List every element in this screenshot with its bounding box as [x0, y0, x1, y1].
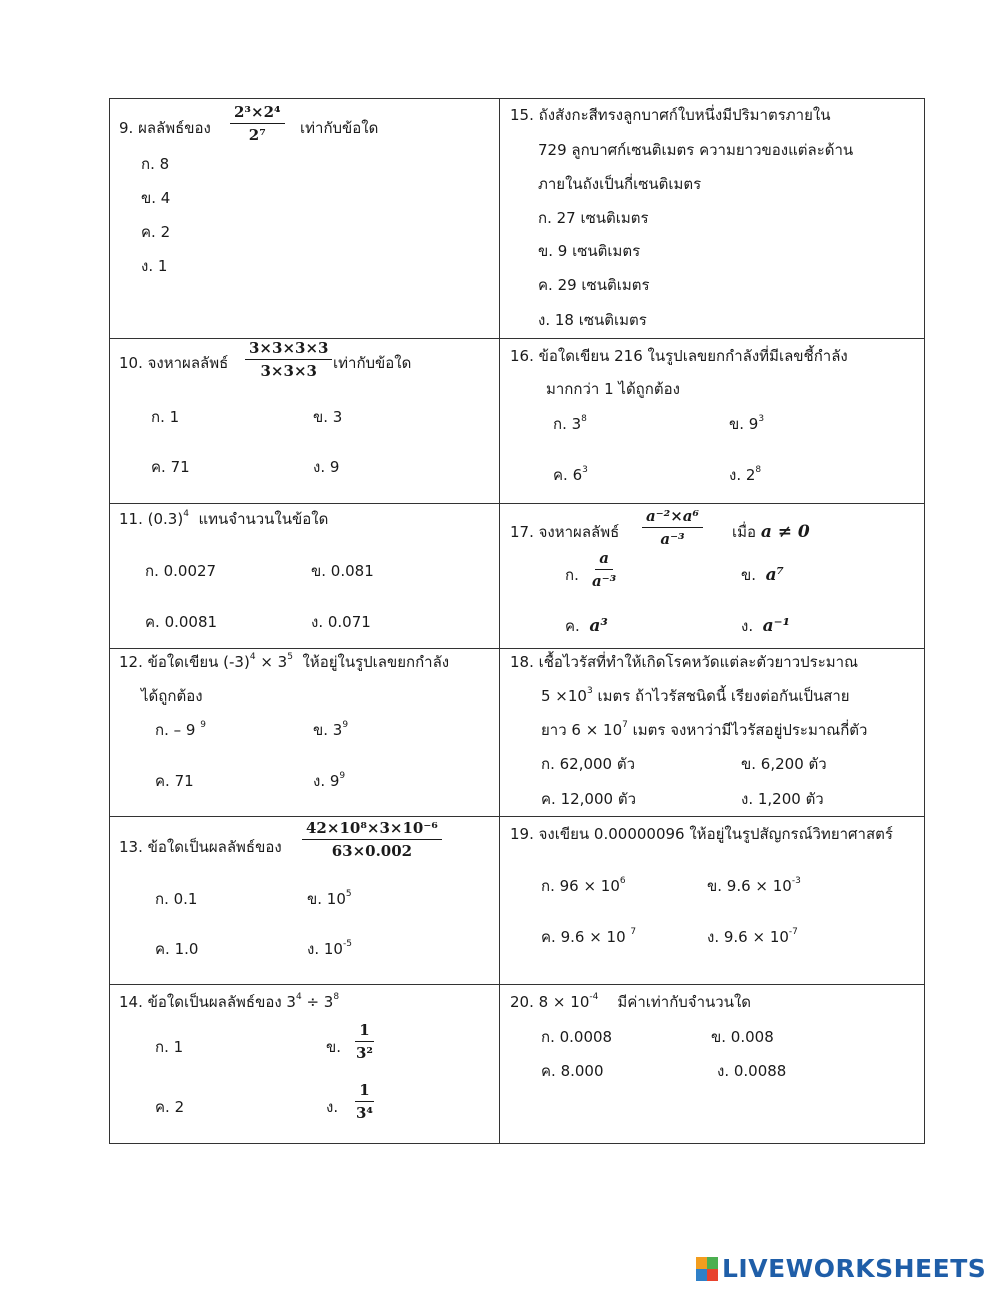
choice-value: a⁻¹ — [762, 616, 791, 636]
question-text: ภายในถังเป็นกี่เซนติเมตร — [538, 175, 702, 193]
choice-a[interactable] — [553, 414, 587, 434]
choice-d[interactable]: ง. 1 — [141, 257, 168, 275]
exponent: 4 — [295, 992, 302, 1002]
question-suffix: เท่ากับข้อใด — [300, 119, 379, 137]
choice-d[interactable] — [707, 927, 798, 947]
choice-d[interactable] — [741, 616, 790, 636]
choice-b[interactable]: ข. 3 — [313, 408, 343, 426]
question-label: 17. จงหาผลลัพธ์ — [510, 523, 620, 541]
exponent: 4 — [183, 509, 189, 519]
question-text — [541, 720, 867, 740]
choice-c[interactable]: ค. 1.0 — [155, 940, 199, 958]
choice-base: ง. 9.6 × 10 — [707, 928, 789, 946]
choice-c[interactable]: ค. 71 — [151, 458, 190, 476]
choice-d[interactable] — [729, 465, 761, 485]
choice-d[interactable]: ง. 18 เซนติเมตร — [538, 311, 647, 329]
choice-value: a³ — [589, 616, 608, 636]
choice-b-fraction[interactable] — [352, 1021, 377, 1062]
choice-base: ก. 3 — [553, 415, 582, 433]
question-text — [510, 992, 751, 1012]
choice-b[interactable] — [313, 720, 348, 740]
question-part: ให้อยู่ในรูปเลขยกกำลัง — [302, 653, 450, 671]
question-part: 12. ข้อใดเขียน (-3) — [119, 653, 250, 671]
choice-d[interactable]: ง. 9 — [313, 458, 340, 476]
choice-d[interactable] — [307, 939, 352, 959]
numerator: a⁻²×a⁶ — [642, 507, 703, 528]
question-part: 14. ข้อใดเป็นผลลัพธ์ของ 3 — [119, 993, 296, 1011]
choice-a-fraction[interactable] — [588, 549, 620, 590]
denominator: a⁻³ — [592, 572, 617, 590]
choice-d-fraction[interactable] — [352, 1081, 377, 1122]
exponent: 3 — [586, 686, 593, 696]
exponent: 7 — [630, 927, 637, 937]
choice-a[interactable]: ก. 0.0027 — [145, 562, 217, 580]
denominator: 3×3×3 — [260, 362, 317, 380]
question-label: 10. จงหาผลลัพธ์ — [119, 354, 229, 372]
question-text: มากกว่า 1 ได้ถูกต้อง — [546, 380, 680, 398]
denominator: 3² — [356, 1044, 374, 1062]
liveworksheets-logo — [696, 1254, 986, 1283]
question-suffix: แทนจำนวนในข้อใด — [198, 510, 329, 528]
choice-c[interactable]: ค. 2 — [141, 223, 171, 241]
question-label: 9. ผลลัพธ์ของ — [119, 119, 211, 137]
question-text — [119, 509, 328, 529]
exponent: 4 — [249, 652, 256, 662]
exponent: 8 — [333, 992, 340, 1002]
numerator: 1 — [355, 1081, 373, 1102]
choice-a-label[interactable]: ก. — [565, 566, 579, 584]
denominator: 63×0.002 — [331, 842, 413, 860]
choice-value: a⁷ — [765, 565, 785, 585]
choice-b[interactable] — [741, 565, 784, 585]
fraction — [230, 103, 285, 144]
row-divider — [110, 984, 924, 985]
choice-a[interactable]: ก. 27 เซนติเมตร — [538, 209, 649, 227]
question-part: × 3 — [255, 653, 288, 671]
choice-base: ง. 9 — [313, 772, 340, 790]
choice-b[interactable]: ข. 6,200 ตัว — [741, 755, 827, 773]
question-base: 11. (0.3) — [119, 510, 184, 528]
question-text: 729 ลูกบาศก์เซนติเมตร ความยาวของแต่ละด้าน — [538, 141, 854, 159]
denominator: a⁻³ — [660, 530, 685, 548]
condition-prefix: เมื่อ — [732, 523, 757, 541]
choice-base: ข. 10 — [307, 890, 346, 908]
choice-d[interactable]: ง. 1,200 ตัว — [741, 790, 824, 808]
choice-a[interactable]: ก. 0.1 — [155, 890, 198, 908]
choice-base: ง. 10 — [307, 940, 343, 958]
exponent: -5 — [342, 939, 352, 949]
question-part: เมตร ถ้าไวรัสชนิดนี้ เรียงต่อกันเป็นสาย — [592, 687, 850, 705]
question-text: 19. จงเขียน 0.00000096 ให้อยู่ในรูปสัญกรณ์วิทยาศาสตร์ — [510, 825, 893, 843]
worksheet-table — [109, 98, 925, 1144]
row-divider — [110, 503, 924, 504]
choice-base: ค. 6 — [553, 466, 583, 484]
choice-label: ง. — [741, 617, 754, 635]
exponent: 8 — [581, 414, 587, 424]
exponent: 9 — [339, 771, 346, 781]
question-part: ÷ 3 — [301, 993, 334, 1011]
choice-base: ง. 2 — [729, 466, 756, 484]
choice-b[interactable]: ข. 9 เซนติเมตร — [538, 242, 641, 260]
choice-d[interactable]: ง. 0.071 — [311, 613, 371, 631]
condition-expr: a ≠ 0 — [760, 522, 810, 542]
exponent: -7 — [788, 927, 798, 937]
question-text: ได้ถูกต้อง — [141, 687, 203, 705]
choice-c[interactable]: ค. 2 — [155, 1098, 185, 1116]
choice-a[interactable]: ก. 1 — [151, 408, 180, 426]
choice-c[interactable]: ค. 0.0081 — [145, 613, 218, 631]
question-part: ยาว 6 × 10 — [541, 721, 623, 739]
exponent: -4 — [589, 992, 599, 1002]
logo-text: LIVEWORKSHEETS — [722, 1254, 987, 1283]
exponent: 8 — [755, 465, 762, 475]
numerator: 2³×2⁴ — [230, 103, 285, 124]
exponent: 3 — [758, 414, 765, 424]
choice-b[interactable] — [707, 876, 801, 896]
numerator: a — [595, 549, 613, 570]
exponent: -3 — [791, 876, 801, 886]
exponent: 5 — [287, 652, 293, 662]
choice-base: ข. 9.6 × 10 — [707, 877, 792, 895]
row-divider — [110, 338, 924, 339]
choice-a[interactable]: ก. 8 — [141, 155, 170, 173]
numerator: 3×3×3×3 — [245, 339, 332, 360]
choice-b[interactable] — [729, 414, 764, 434]
choice-base: ก. 96 × 10 — [541, 877, 620, 895]
numerator: 1 — [355, 1021, 373, 1042]
choice-d[interactable] — [313, 771, 345, 791]
exponent: 5 — [345, 889, 352, 899]
question-text: 16. ข้อใดเขียน 216 ในรูปเลขยกกำลังที่มีเลขชี้กำลัง — [510, 347, 848, 365]
exponent: 3 — [582, 465, 588, 475]
choice-a[interactable]: ก. 0.0008 — [541, 1028, 613, 1046]
question-part: มีค่าเท่ากับจำนวนใด — [617, 993, 752, 1011]
exponent: 7 — [622, 720, 628, 730]
exponent: 9 — [342, 720, 349, 730]
choice-d[interactable]: ง. 0.0088 — [717, 1062, 787, 1080]
choice-c[interactable]: ค. 29 เซนติเมตร — [538, 276, 650, 294]
exponent: 9 — [200, 720, 206, 730]
column-divider — [499, 99, 500, 1143]
choice-b[interactable]: ข. 0.008 — [711, 1028, 774, 1046]
row-divider — [110, 648, 924, 649]
choice-a[interactable] — [541, 876, 626, 896]
condition — [732, 522, 810, 542]
logo-icon — [696, 1257, 718, 1281]
choice-c[interactable]: ค. 71 — [155, 772, 194, 790]
choice-b-label[interactable]: ข. — [326, 1038, 342, 1056]
choice-a[interactable]: ก. 62,000 ตัว — [541, 755, 636, 773]
choice-base: ข. 3 — [313, 721, 343, 739]
choice-a[interactable]: ก. 1 — [155, 1038, 184, 1056]
row-divider — [110, 816, 924, 817]
question-text — [119, 992, 339, 1012]
choice-c[interactable]: ค. 8.000 — [541, 1062, 604, 1080]
question-text — [541, 686, 850, 706]
question-part: 5 ×10 — [541, 687, 587, 705]
exponent: 6 — [619, 876, 626, 886]
choice-c[interactable] — [541, 927, 636, 947]
choice-c[interactable] — [553, 465, 588, 485]
choice-b[interactable]: ข. 0.081 — [311, 562, 374, 580]
choice-c[interactable] — [565, 616, 608, 636]
choice-c[interactable]: ค. 12,000 ตัว — [541, 790, 636, 808]
choice-d-label[interactable]: ง. — [326, 1098, 339, 1116]
question-part: เมตร จงหาว่ามีไวรัสอยู่ประมาณกี่ตัว — [627, 721, 868, 739]
fraction — [302, 819, 442, 860]
question-label: 13. ข้อใดเป็นผลลัพธ์ของ — [119, 838, 282, 856]
choice-base: ค. 9.6 × 10 — [541, 928, 626, 946]
question-text: 15. ถังสังกะสีทรงลูกบาศก์ใบหนึ่งมีปริมาตรภายใน — [510, 106, 831, 124]
question-text: 18. เชื้อไวรัสที่ทำให้เกิดโรคหวัดแต่ละตัวยาวประมาณ — [510, 653, 858, 671]
denominator: 2⁷ — [248, 126, 266, 144]
question-text — [119, 652, 449, 672]
choice-label: ค. — [565, 617, 580, 635]
question-part: 20. 8 × 10 — [510, 993, 590, 1011]
choice-b[interactable]: ข. 4 — [141, 189, 171, 207]
choice-base: ก. – 9 — [155, 721, 196, 739]
choice-b[interactable] — [307, 889, 352, 909]
choice-a[interactable] — [155, 720, 206, 740]
question-suffix: เท่ากับข้อใด — [333, 354, 412, 372]
choice-base: ข. 9 — [729, 415, 759, 433]
fraction — [642, 507, 703, 548]
fraction — [245, 339, 332, 380]
choice-label: ข. — [741, 566, 757, 584]
denominator: 3⁴ — [356, 1104, 374, 1122]
numerator: 42×10⁸×3×10⁻⁶ — [302, 819, 442, 840]
